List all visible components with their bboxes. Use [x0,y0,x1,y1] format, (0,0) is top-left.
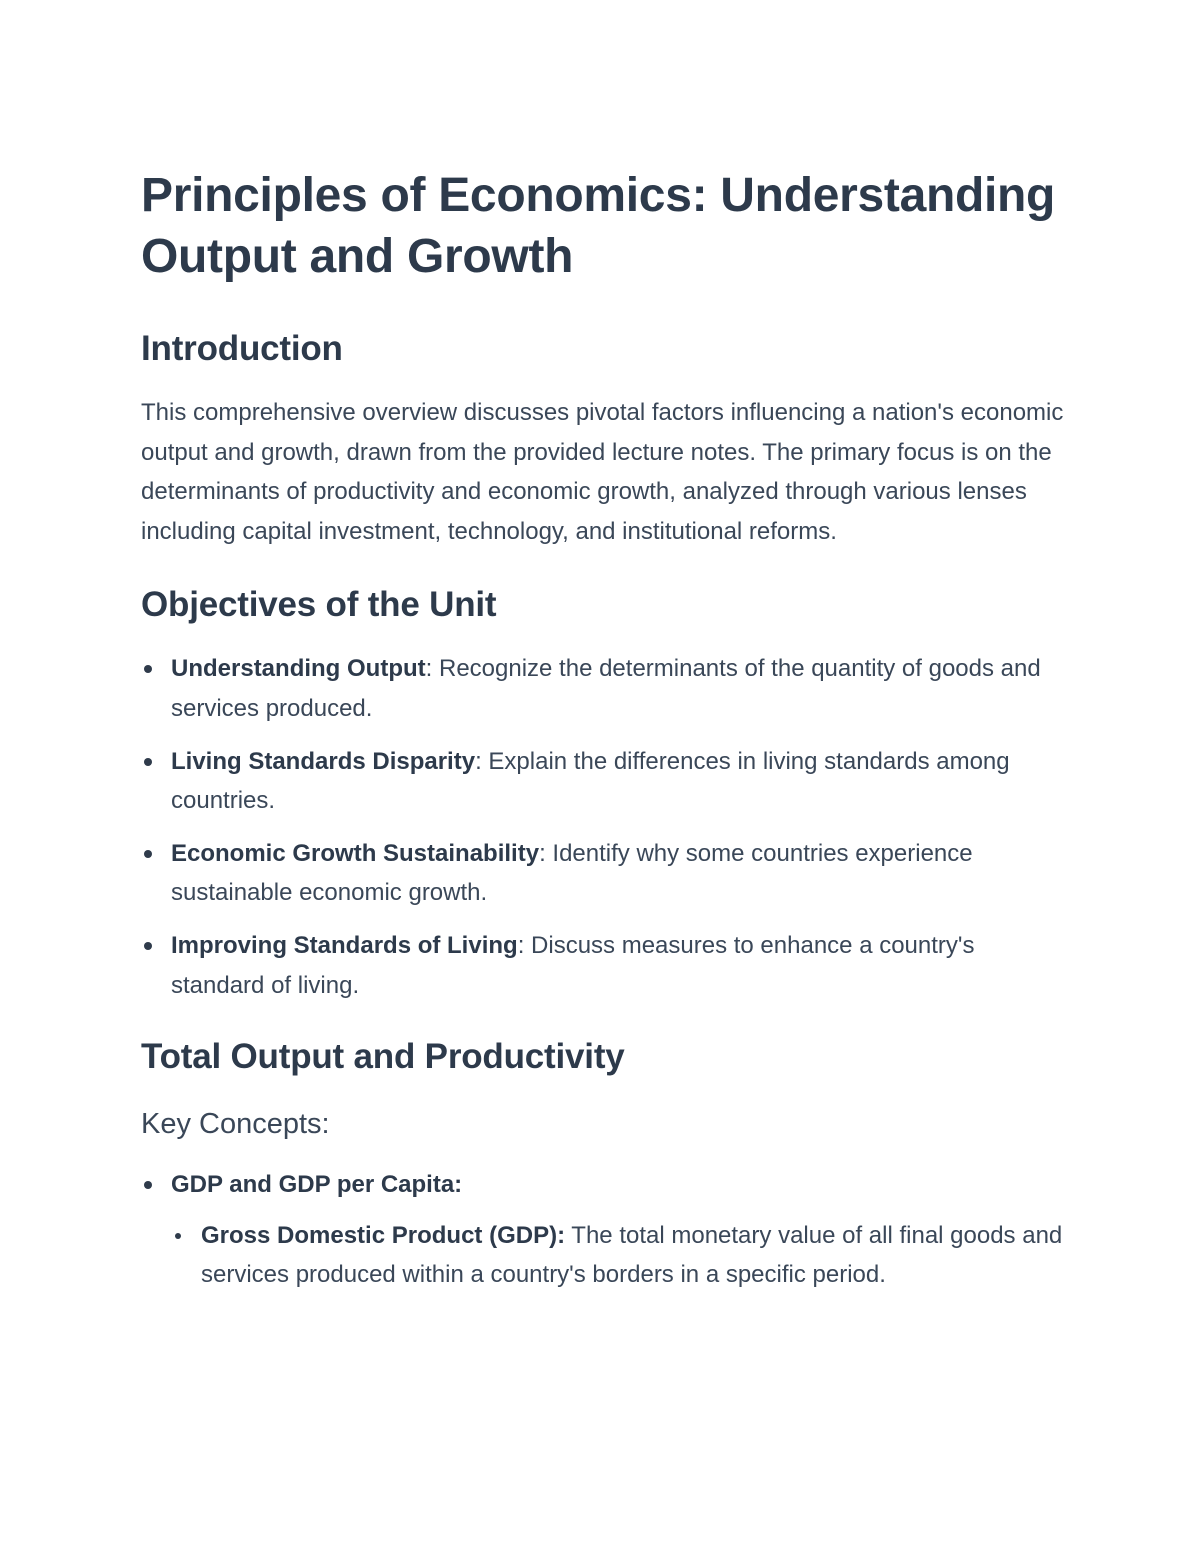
bullet-icon [144,942,152,950]
item-label: GDP and GDP per Capita: [171,1171,463,1199]
item-label: Understanding Output [171,655,426,683]
list-item [141,926,1071,1005]
bullet-icon [144,758,152,766]
nested-list [171,1216,1071,1295]
list-item [141,834,1071,913]
bullet-icon [175,1233,181,1239]
item-separator: : [475,747,482,775]
page-title: Principles of Economics: Understanding Output and Growth [141,169,1056,283]
objectives-heading: Objectives of the Unit [141,585,497,625]
introduction-heading: Introduction [141,329,343,368]
item-label: Improving Standards of Living [171,931,518,959]
item-separator: : [517,931,525,959]
introduction-paragraph: This comprehensive overview discusses pivotal factors influencing a nation's economic output and growth, drawn from the provided lecture notes. The primary focus is on the determinants of productivity and economic growth, analyzed through various lenses including capital investment, technology, and institutional reforms. [141,399,1064,545]
bullet-icon [144,1181,152,1189]
item-label: Living Standards Disparity [171,747,476,775]
item-text: Explain the differences in living standards among countries. [171,747,1010,815]
document-page [141,165,1071,1295]
key-concepts-list [141,1165,1071,1295]
key-concepts-subheading: Key Concepts: [141,1108,330,1141]
list-item [141,1165,1071,1295]
item-text: Identify why some countries experience sustainable economic growth. [171,839,973,907]
item-separator: : [425,655,433,683]
bullet-icon [144,850,152,858]
objectives-list [141,649,1071,1005]
output-heading: Total Output and Productivity [141,1037,625,1077]
list-item [141,742,1071,821]
list-item [141,649,1071,728]
item-text: Recognize the determinants of the quantity of goods and services produced. [171,655,1041,722]
item-text: Discuss measures to enhance a country's standard of living. [171,931,975,999]
list-item [171,1216,1071,1295]
bullet-icon [144,665,152,673]
item-text: The total monetary value of all final goods and services produced within a country's borders in a specific period. [201,1221,1063,1289]
item-label: Economic Growth Sustainability [171,839,540,867]
item-label: Gross Domestic Product (GDP): [201,1221,566,1249]
item-separator: : [539,839,546,867]
